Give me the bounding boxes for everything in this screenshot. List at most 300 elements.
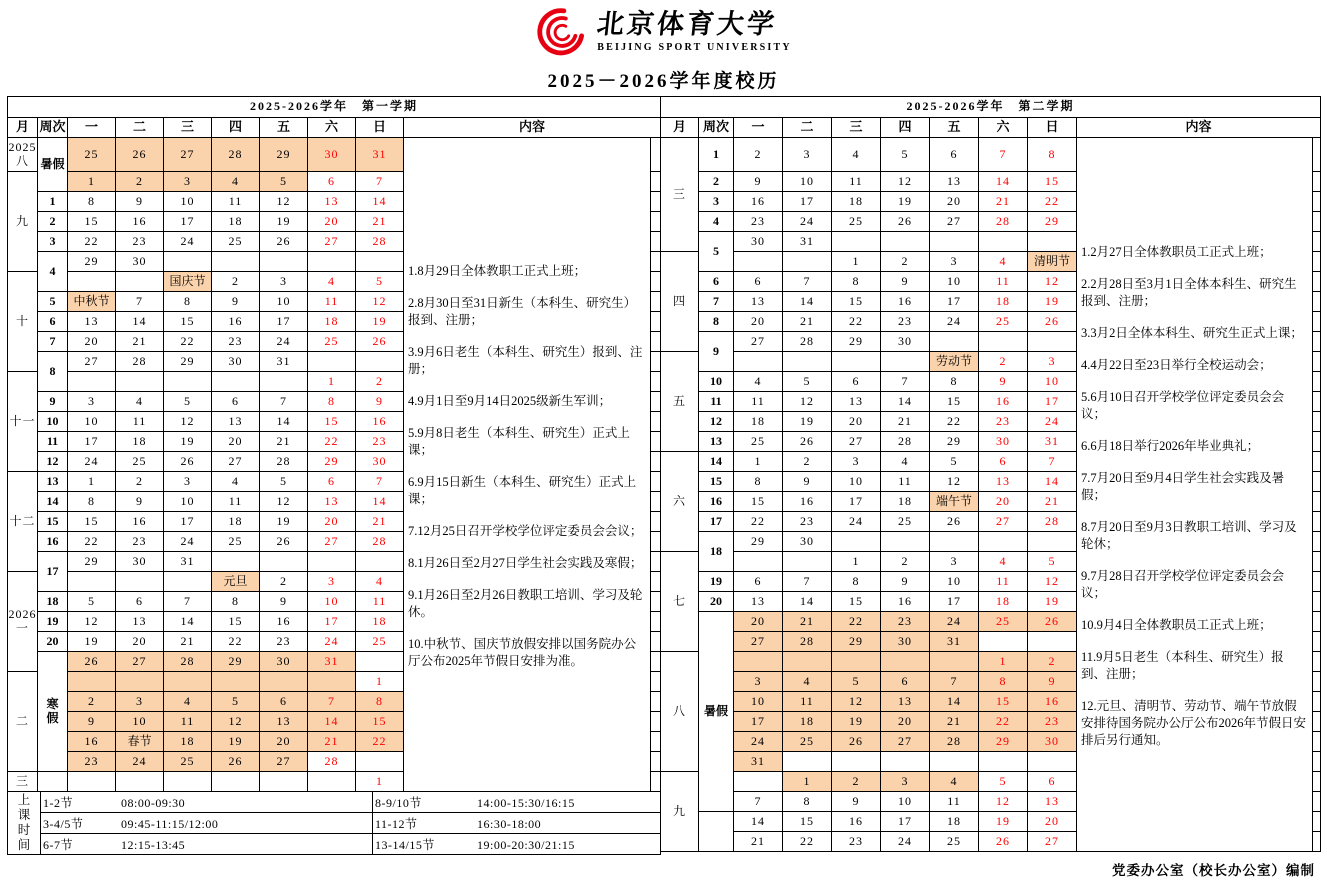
day-cell (356, 552, 404, 572)
day-cell: 7 (164, 592, 212, 612)
day-cell: 12 (881, 172, 930, 192)
day-cell (1028, 532, 1077, 552)
day-cell (979, 632, 1028, 652)
holiday-cell: 端午节 (930, 492, 979, 512)
day-cell: 9 (881, 272, 930, 292)
day-cell: 6 (1028, 772, 1077, 792)
day-cell: 2 (212, 272, 260, 292)
day-cell: 17 (260, 312, 308, 332)
edge-cell (1313, 452, 1321, 472)
content-column-header: 内容 (1077, 118, 1321, 138)
week-cell: 19 (699, 572, 734, 592)
day-cell: 28 (164, 652, 212, 672)
day-cell: 13 (308, 492, 356, 512)
day-cell: 1 (356, 772, 404, 792)
week-cell: 暑假 (699, 612, 734, 812)
day-cell: 26 (930, 512, 979, 532)
day-cell (116, 272, 164, 292)
day-cell (116, 572, 164, 592)
holiday-cell: 清明节 (1028, 252, 1077, 272)
day-cell: 20 (308, 512, 356, 532)
day-cell: 9 (783, 472, 832, 492)
day-cell: 2 (116, 172, 164, 192)
edge-cell (1313, 592, 1321, 612)
day-cell: 4 (734, 372, 783, 392)
week-cell: 18 (38, 592, 68, 612)
day-cell: 16 (881, 592, 930, 612)
day-cell: 24 (881, 832, 930, 852)
note-item: 11.9月5日老生（本科生、研究生）报到、注册； (1081, 650, 1284, 681)
day-cell: 29 (308, 452, 356, 472)
day-cell: 29 (164, 352, 212, 372)
holiday-cell: 元旦 (212, 572, 260, 592)
day-cell (212, 552, 260, 572)
edge-cell (1313, 832, 1321, 852)
edge-cell (1313, 552, 1321, 572)
day-cell (979, 532, 1028, 552)
week-cell: 1 (699, 138, 734, 172)
day-cell: 21 (356, 512, 404, 532)
week-cell: 13 (38, 472, 68, 492)
day-cell: 18 (930, 812, 979, 832)
edge-cell (1313, 532, 1321, 552)
day-cell: 26 (68, 652, 116, 672)
day-cell: 4 (356, 572, 404, 592)
day-cell: 24 (832, 512, 881, 532)
day-cell: 27 (68, 352, 116, 372)
day-cell: 2 (832, 772, 881, 792)
day-cell: 7 (116, 292, 164, 312)
day-cell: 7 (930, 672, 979, 692)
day-cell: 12 (930, 472, 979, 492)
day-cell: 26 (1028, 312, 1077, 332)
day-cell: 22 (308, 432, 356, 452)
edge-cell (1313, 392, 1321, 412)
day-cell: 2 (68, 692, 116, 712)
day-cell: 4 (212, 472, 260, 492)
day-cell: 28 (356, 532, 404, 552)
day-cell: 2 (260, 572, 308, 592)
day-cell: 1 (783, 772, 832, 792)
day-cell: 30 (881, 632, 930, 652)
day-cell: 3 (832, 452, 881, 472)
month-cell: 十一 (8, 372, 38, 472)
day-cell: 21 (783, 312, 832, 332)
day-cell: 23 (881, 612, 930, 632)
day-cell: 16 (116, 512, 164, 532)
day-cell: 30 (881, 332, 930, 352)
month-cell: 三 (8, 772, 38, 792)
day-cell: 21 (308, 732, 356, 752)
day-cell: 22 (164, 332, 212, 352)
day-cell: 22 (832, 612, 881, 632)
week-cell: 5 (38, 292, 68, 312)
day-cell: 10 (308, 592, 356, 612)
day-cell: 17 (734, 712, 783, 732)
day-cell: 23 (260, 632, 308, 652)
day-cell: 18 (356, 612, 404, 632)
day-cell: 5 (881, 138, 930, 172)
month-cell: 五 (661, 352, 699, 452)
day-cell: 20 (116, 632, 164, 652)
day-cell: 25 (212, 532, 260, 552)
edge-cell (1313, 252, 1321, 272)
day-cell (356, 652, 404, 672)
day-cell: 14 (783, 292, 832, 312)
day-cell: 12 (832, 692, 881, 712)
university-name-cn: 北京体育大学 (595, 9, 779, 39)
edge-cell (1313, 792, 1321, 812)
week-cell: 10 (699, 372, 734, 392)
day-cell: 26 (979, 832, 1028, 852)
day-cell: 15 (734, 492, 783, 512)
day-cell: 25 (164, 752, 212, 772)
day-cell: 31 (260, 352, 308, 372)
week-cell: 17 (699, 512, 734, 532)
day-cell (164, 572, 212, 592)
day-cell: 18 (308, 312, 356, 332)
day-cell: 26 (260, 532, 308, 552)
day-cell: 22 (356, 732, 404, 752)
week-cell: 12 (38, 452, 68, 472)
weekday-header-1: 一 (68, 118, 116, 138)
day-cell: 23 (734, 212, 783, 232)
day-cell (832, 532, 881, 552)
day-cell: 20 (881, 712, 930, 732)
day-cell: 13 (1028, 792, 1077, 812)
day-cell: 28 (930, 732, 979, 752)
holiday-cell: 国庆节 (164, 272, 212, 292)
day-cell: 15 (832, 592, 881, 612)
day-cell: 1 (308, 372, 356, 392)
day-cell: 25 (68, 138, 116, 172)
day-cell: 4 (832, 138, 881, 172)
day-cell: 11 (979, 272, 1028, 292)
day-cell: 13 (68, 312, 116, 332)
day-cell: 16 (212, 312, 260, 332)
content-column-header: 内容 (404, 118, 661, 138)
day-cell: 28 (783, 332, 832, 352)
class-times-label: 上课时间 (8, 792, 41, 855)
week-cell: 8 (38, 352, 68, 392)
day-cell: 26 (260, 232, 308, 252)
day-cell: 12 (68, 612, 116, 632)
day-cell: 17 (164, 512, 212, 532)
day-cell: 27 (308, 532, 356, 552)
month-cell: 2026 一 (8, 572, 38, 672)
day-cell: 8 (164, 292, 212, 312)
day-cell: 3 (68, 392, 116, 412)
day-cell: 20 (734, 612, 783, 632)
day-cell (832, 352, 881, 372)
day-cell: 21 (930, 712, 979, 732)
month-column-header: 月 (661, 118, 699, 138)
day-cell: 14 (1028, 472, 1077, 492)
day-cell: 23 (356, 432, 404, 452)
day-cell (979, 232, 1028, 252)
day-cell: 26 (356, 332, 404, 352)
day-cell: 13 (930, 172, 979, 192)
week-cell: 8 (699, 312, 734, 332)
day-cell: 2 (356, 372, 404, 392)
day-cell: 28 (260, 452, 308, 472)
day-cell: 3 (308, 572, 356, 592)
day-cell: 3 (260, 272, 308, 292)
day-cell: 31 (308, 652, 356, 672)
day-cell: 29 (260, 138, 308, 172)
month-cell: 三 (661, 138, 699, 252)
day-cell: 12 (979, 792, 1028, 812)
holiday-cell: 春节 (116, 732, 164, 752)
day-cell: 31 (783, 232, 832, 252)
week-cell: 5 (699, 232, 734, 272)
edge-cell (1313, 472, 1321, 492)
day-cell: 2 (734, 138, 783, 172)
day-cell: 8 (734, 472, 783, 492)
week-cell: 14 (699, 452, 734, 472)
day-cell: 3 (164, 472, 212, 492)
day-cell: 27 (832, 432, 881, 452)
day-cell (68, 672, 116, 692)
day-cell: 3 (881, 772, 930, 792)
weekday-header-5: 五 (260, 118, 308, 138)
swirl-logo-icon (535, 8, 587, 56)
day-cell: 30 (1028, 732, 1077, 752)
day-cell: 10 (116, 712, 164, 732)
edge-cell (1313, 512, 1321, 532)
day-cell: 22 (68, 232, 116, 252)
semester-title: 2025-2026学年 第二学期 (661, 97, 1321, 118)
day-cell (881, 352, 930, 372)
day-cell: 5 (783, 372, 832, 392)
day-cell: 1 (68, 472, 116, 492)
note-item: 2.8月30日至31日新生（本科生、研究生）报到、注册； (408, 296, 637, 327)
day-cell: 5 (260, 172, 308, 192)
week-column-header: 周次 (38, 118, 68, 138)
day-cell: 17 (930, 292, 979, 312)
edge-cell (1313, 612, 1321, 632)
day-cell: 8 (1028, 138, 1077, 172)
day-cell: 8 (930, 372, 979, 392)
day-cell: 4 (881, 452, 930, 472)
week-cell (699, 812, 734, 852)
day-cell: 7 (1028, 452, 1077, 472)
day-cell: 27 (260, 752, 308, 772)
day-cell: 19 (68, 632, 116, 652)
day-cell: 16 (734, 192, 783, 212)
week-cell: 11 (38, 432, 68, 452)
day-cell: 21 (783, 612, 832, 632)
day-cell: 1 (68, 172, 116, 192)
day-cell: 15 (68, 512, 116, 532)
edge-cell (1313, 812, 1321, 832)
day-cell: 28 (881, 432, 930, 452)
day-cell: 25 (832, 212, 881, 232)
day-cell: 2 (881, 252, 930, 272)
day-cell: 25 (783, 732, 832, 752)
week-cell: 12 (699, 412, 734, 432)
day-cell: 24 (930, 612, 979, 632)
day-cell: 28 (308, 752, 356, 772)
day-cell: 5 (979, 772, 1028, 792)
day-cell: 14 (116, 312, 164, 332)
note-item: 7.7月20日至9月4日学生社会实践及暑假； (1081, 471, 1285, 502)
day-cell: 5 (356, 272, 404, 292)
day-cell: 14 (164, 612, 212, 632)
day-cell: 9 (68, 712, 116, 732)
day-cell: 6 (979, 452, 1028, 472)
day-cell: 13 (308, 192, 356, 212)
note-item: 7.12月25日召开学校学位评定委员会会议； (408, 524, 643, 538)
day-cell: 8 (832, 572, 881, 592)
note-item: 2.2月28日至3月1日全体本科生、研究生报到、注册； (1081, 277, 1297, 308)
session-label: 11-12节 (375, 816, 418, 831)
month-cell: 六 (661, 452, 699, 552)
day-cell: 15 (68, 212, 116, 232)
day-cell: 24 (1028, 412, 1077, 432)
week-cell: 11 (699, 392, 734, 412)
note-item: 6.9月15日新生（本科生、研究生）正式上课； (408, 475, 637, 506)
day-cell: 17 (68, 432, 116, 452)
day-cell: 7 (881, 372, 930, 392)
day-cell: 20 (832, 412, 881, 432)
weekday-header-5: 五 (930, 118, 979, 138)
session-time: 16:30-18:00 (477, 816, 542, 831)
day-cell: 12 (356, 292, 404, 312)
week-cell: 暑假 (38, 138, 68, 192)
day-cell (356, 252, 404, 272)
day-cell: 11 (212, 492, 260, 512)
day-cell: 23 (68, 752, 116, 772)
day-cell (1028, 752, 1077, 772)
day-cell: 29 (832, 332, 881, 352)
day-cell (734, 352, 783, 372)
week-cell: 17 (38, 552, 68, 592)
day-cell: 19 (212, 732, 260, 752)
day-cell: 22 (1028, 192, 1077, 212)
day-cell: 24 (68, 452, 116, 472)
day-cell: 12 (212, 712, 260, 732)
day-cell: 23 (881, 312, 930, 332)
day-cell: 29 (212, 652, 260, 672)
day-cell (308, 352, 356, 372)
day-cell: 2 (1028, 652, 1077, 672)
weekday-header-2: 二 (783, 118, 832, 138)
edge-cell (1313, 312, 1321, 332)
day-cell (979, 332, 1028, 352)
day-cell: 14 (783, 592, 832, 612)
week-cell: 3 (699, 192, 734, 212)
day-cell: 10 (68, 412, 116, 432)
day-cell: 24 (116, 752, 164, 772)
day-cell (164, 772, 212, 792)
day-cell: 27 (116, 652, 164, 672)
day-cell: 15 (164, 312, 212, 332)
day-cell: 9 (1028, 672, 1077, 692)
day-cell: 1 (356, 672, 404, 692)
day-cell: 11 (308, 292, 356, 312)
week-cell: 13 (699, 432, 734, 452)
day-cell: 11 (930, 792, 979, 812)
note-item: 12.元旦、清明节、劳动节、端午节放假安排待国务院办公厅公布2026年节假日安排后另行通知。 (1081, 699, 1307, 747)
day-cell: 26 (212, 752, 260, 772)
notes-list (1077, 236, 1312, 753)
day-cell: 18 (164, 732, 212, 752)
session-label: 6-7节 (43, 837, 73, 852)
day-cell: 18 (116, 432, 164, 452)
day-cell: 27 (212, 452, 260, 472)
day-cell: 18 (832, 192, 881, 212)
edge-cell (1313, 492, 1321, 512)
day-cell: 21 (260, 432, 308, 452)
day-cell: 2 (979, 352, 1028, 372)
edge-cell (1313, 172, 1321, 192)
day-cell: 31 (164, 552, 212, 572)
day-cell (308, 672, 356, 692)
edge-cell (1313, 352, 1321, 372)
day-cell: 12 (1028, 272, 1077, 292)
edge-cell (1313, 192, 1321, 212)
session-time: 14:00-15:30/16:15 (477, 795, 575, 810)
day-cell: 9 (116, 192, 164, 212)
day-cell: 6 (212, 392, 260, 412)
day-cell: 21 (1028, 492, 1077, 512)
day-cell: 21 (116, 332, 164, 352)
day-cell: 28 (783, 632, 832, 652)
day-cell (308, 772, 356, 792)
day-cell: 23 (979, 412, 1028, 432)
day-cell: 3 (734, 672, 783, 692)
day-cell: 11 (116, 412, 164, 432)
edge-cell (1313, 752, 1321, 772)
day-cell: 22 (783, 832, 832, 852)
day-cell: 28 (212, 138, 260, 172)
day-cell: 30 (116, 252, 164, 272)
day-cell: 18 (734, 412, 783, 432)
day-cell (832, 232, 881, 252)
note-item: 4.9月1日至9月14日2025级新生军训； (408, 394, 612, 408)
day-cell: 5 (260, 472, 308, 492)
day-cell: 19 (260, 512, 308, 532)
day-cell (832, 652, 881, 672)
day-cell: 14 (930, 692, 979, 712)
day-cell: 15 (930, 392, 979, 412)
day-cell: 16 (356, 412, 404, 432)
day-cell: 10 (832, 472, 881, 492)
edge-cell (1313, 272, 1321, 292)
day-cell: 14 (356, 492, 404, 512)
edge-cell (1313, 212, 1321, 232)
note-item: 1.8月29日全体教职工正式上班； (408, 264, 587, 278)
day-cell: 7 (783, 572, 832, 592)
day-cell: 17 (308, 612, 356, 632)
day-cell: 12 (783, 392, 832, 412)
day-cell (164, 252, 212, 272)
day-cell: 3 (164, 172, 212, 192)
day-cell: 8 (212, 592, 260, 612)
day-cell: 20 (212, 432, 260, 452)
day-cell: 9 (356, 392, 404, 412)
day-cell: 13 (734, 292, 783, 312)
day-cell: 6 (734, 272, 783, 292)
day-cell: 22 (979, 712, 1028, 732)
day-cell: 24 (308, 632, 356, 652)
day-cell (212, 672, 260, 692)
day-cell: 27 (164, 138, 212, 172)
day-cell: 21 (164, 632, 212, 652)
day-cell: 11 (783, 692, 832, 712)
day-cell: 14 (356, 192, 404, 212)
